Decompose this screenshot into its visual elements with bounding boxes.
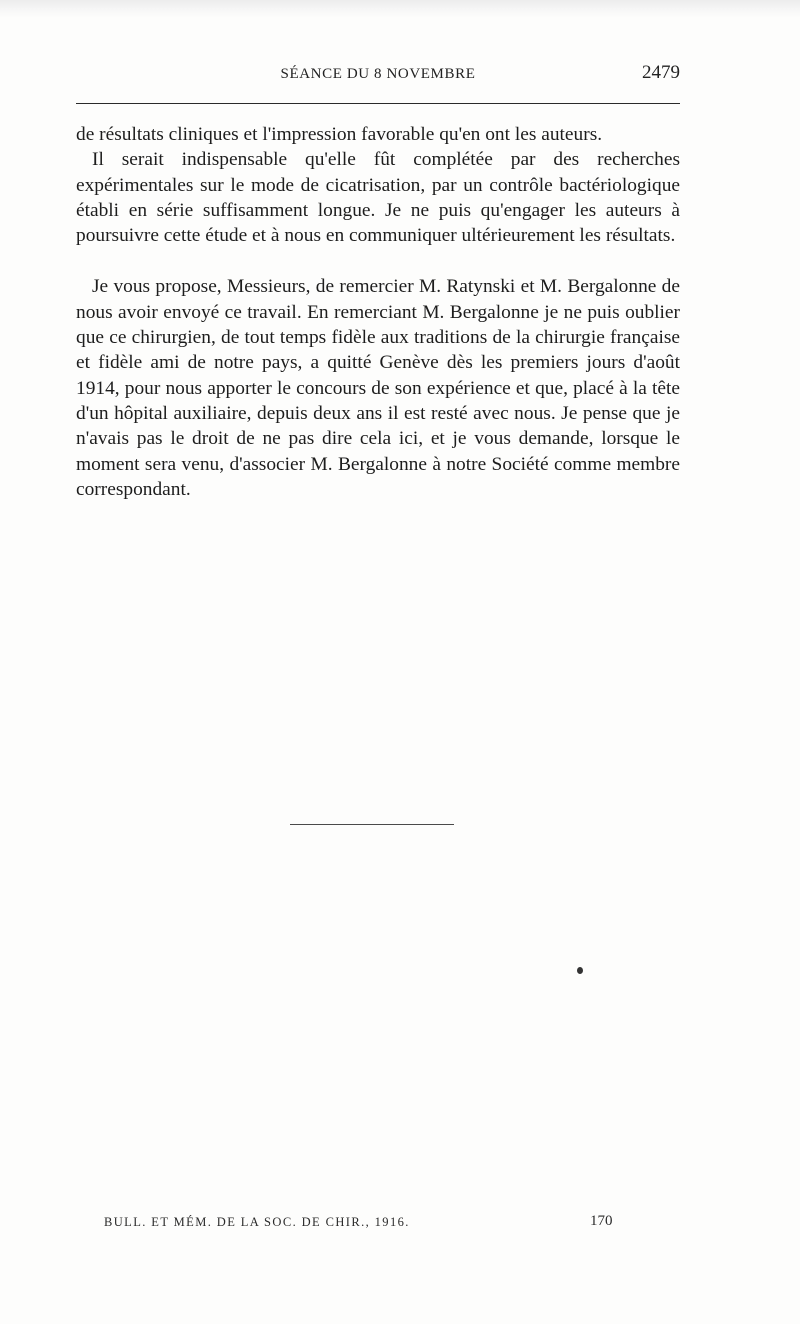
footer-journal: BULL. ET MÉM. DE LA SOC. DE CHIR., 1916. bbox=[104, 1215, 410, 1229]
running-title: SÉANCE DU 8 NOVEMBRE bbox=[280, 66, 476, 82]
running-header bbox=[76, 62, 680, 90]
body-text bbox=[76, 122, 680, 502]
paragraph: Il serait indispensable qu'elle fût complétée par des recherches expérimentales sur le mode de cicatrisation, par un contrôle bactériologique établi en série suffisamment longue. Je ne puis qu'engager les auteurs à poursuivre cette étude et à nous en communiquer ultérieurement les résultats. bbox=[76, 149, 680, 247]
footer-sheet-number: 170 bbox=[590, 1213, 613, 1229]
scan-edge-shading bbox=[0, 0, 800, 18]
paragraph-continuation: de résultats cliniques et l'impression favorable qu'en ont les auteurs. bbox=[76, 124, 603, 145]
ink-speck bbox=[577, 967, 583, 974]
page-number: 2479 bbox=[642, 62, 680, 83]
header-rule bbox=[76, 103, 680, 104]
section-end-rule bbox=[290, 824, 454, 825]
paragraph-conclusion: Je vous propose, Messieurs, de remercier M. Ratynski et M. Bergalonne de nous avoir envoyé ce travail. En remerciant M. Bergalonne je ne puis oublier que ce chirurgien, de tout temps fidèle aux traditions de la chirurgie française et fidèle ami de notre pays, a quitté Genève dès les premiers jours d'août 1914, pour nous apporter le concours de son expérience et que, placé à la tête d'un hôpital auxiliaire, depuis deux ans il est resté avec nous. Je pense que je n'avais pas le droit de ne pas dire cela ici, et je vous demande, lorsque le moment sera venu, d'associer M. Bergalonne à notre Société comme membre correspondant. bbox=[76, 276, 680, 500]
